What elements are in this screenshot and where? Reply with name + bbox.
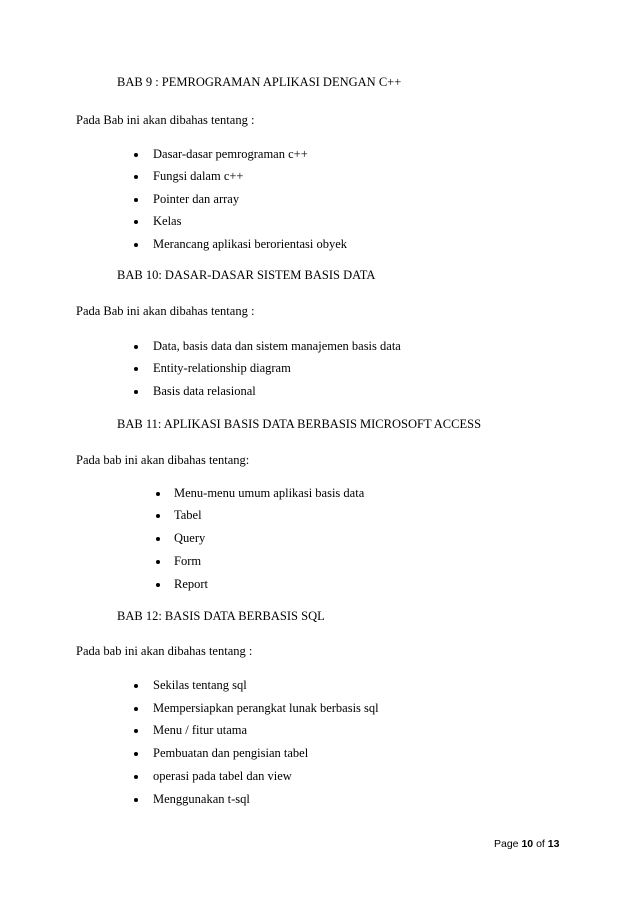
section-heading: BAB 11: APLIKASI BASIS DATA BERBASIS MICROSOFT ACCESS: [117, 417, 482, 431]
bullet-icon: [134, 798, 138, 802]
list-item: Form: [174, 554, 202, 568]
bullet-icon: [134, 775, 138, 779]
page-footer: [494, 839, 559, 850]
section-intro: Pada Bab ini akan dibahas tentang :: [76, 113, 255, 127]
list-item: Pembuatan dan pengisian tabel: [153, 746, 309, 760]
list-item: Basis data relasional: [153, 384, 256, 398]
bullet-icon: [134, 752, 138, 756]
bullet-icon: [156, 514, 160, 518]
bullet-icon: [134, 198, 138, 202]
bullet-icon: [134, 390, 138, 394]
list-item: Menu / fitur utama: [153, 723, 248, 737]
list-item: Report: [174, 577, 209, 591]
list-item: Tabel: [174, 508, 202, 522]
page-word: Page: [494, 838, 519, 850]
list-item: Menu-menu umum aplikasi basis data: [174, 486, 365, 500]
section-heading: BAB 9 : PEMROGRAMAN APLIKASI DENGAN C++: [117, 75, 402, 89]
list-item: Fungsi dalam c++: [153, 169, 244, 183]
section-heading: BAB 12: BASIS DATA BERBASIS SQL: [117, 609, 325, 623]
total-pages: 13: [547, 838, 560, 850]
of-word: of: [536, 838, 545, 850]
list-item: Query: [174, 531, 206, 545]
bullet-icon: [134, 243, 138, 247]
list-item: Dasar-dasar pemrograman c++: [153, 147, 308, 161]
bullet-icon: [134, 684, 138, 688]
bullet-icon: [156, 583, 160, 587]
list-item: Menggunakan t-sql: [153, 792, 250, 806]
section-intro: Pada bab ini akan dibahas tentang:: [76, 453, 250, 467]
bullet-icon: [134, 367, 138, 371]
list-item: Sekilas tentang sql: [153, 678, 247, 692]
bullet-icon: [134, 175, 138, 179]
bullet-icon: [156, 560, 160, 564]
list-item: Mempersiapkan perangkat lunak berbasis sql: [153, 701, 379, 715]
bullet-icon: [156, 537, 160, 541]
bullet-icon: [134, 707, 138, 711]
section-intro: Pada bab ini akan dibahas tentang :: [76, 644, 253, 658]
bullet-icon: [134, 220, 138, 224]
list-item: Entity-relationship diagram: [153, 361, 291, 375]
list-item: Kelas: [153, 214, 182, 228]
list-item: Merancang aplikasi berorientasi obyek: [153, 237, 348, 251]
bullet-icon: [156, 492, 160, 496]
bullet-icon: [134, 345, 138, 349]
list-item: Data, basis data dan sistem manajemen basis data: [153, 339, 401, 353]
bullet-icon: [134, 153, 138, 157]
section-intro: Pada Bab ini akan dibahas tentang :: [76, 304, 255, 318]
list-item: Pointer dan array: [153, 192, 240, 206]
page-number: 10: [521, 838, 534, 850]
section-heading: BAB 10: DASAR-DASAR SISTEM BASIS DATA: [117, 268, 376, 282]
bullet-icon: [134, 729, 138, 733]
list-item: operasi pada tabel dan view: [153, 769, 292, 783]
